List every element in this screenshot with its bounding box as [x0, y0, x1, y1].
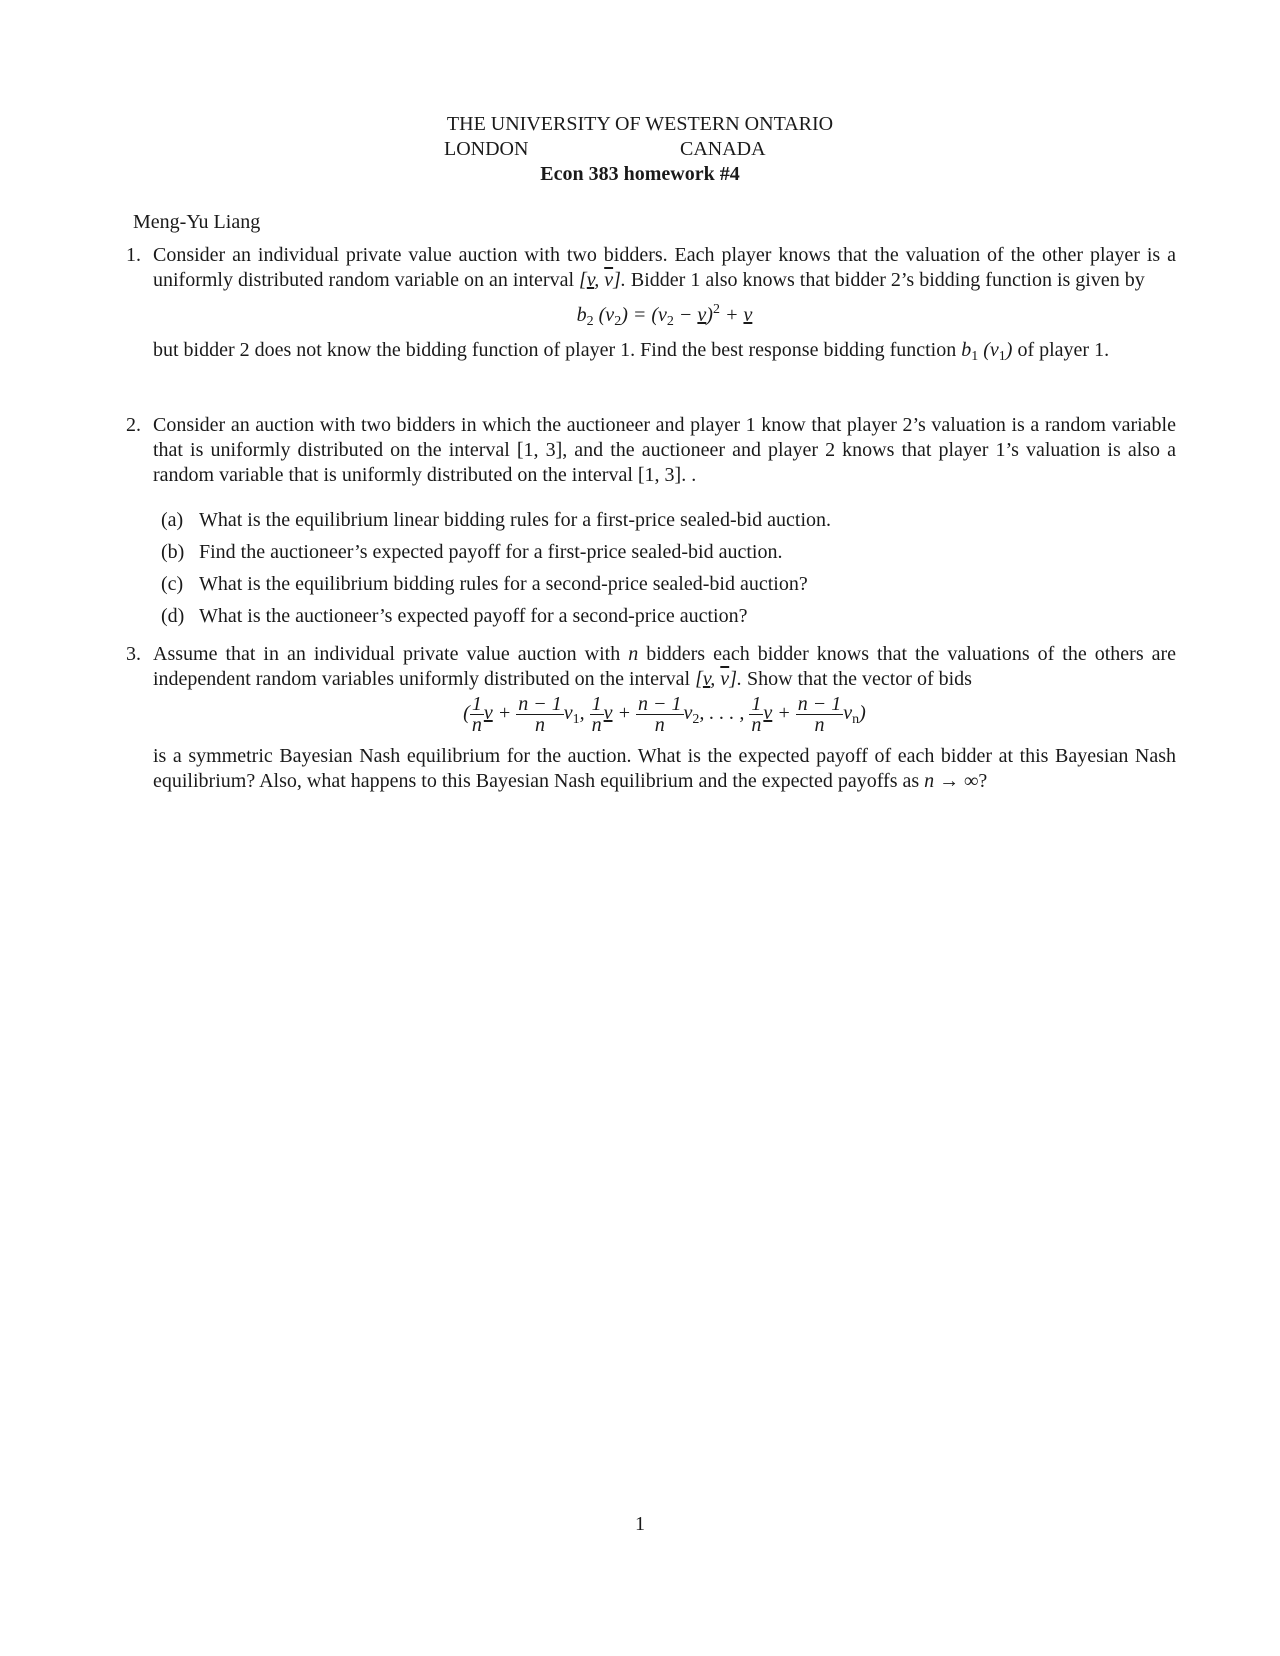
- best-response-formula: $b_1$ $(v_1)$: [961, 339, 1013, 364]
- n-symbol: n: [628, 643, 639, 665]
- interval-v-formula: [v, $\overline{v}$].: [695, 668, 742, 690]
- location-line: [0, 137, 1280, 162]
- problem-1: [126, 243, 1176, 369]
- part-label: (c): [161, 573, 184, 595]
- limit-formula: n → ∞: [924, 770, 979, 792]
- list-item: [161, 604, 1176, 636]
- problem-3-text-b: bidders each bidder knows that the valuations of the others are independent random variables uniformly distributed on the interval: [153, 643, 1177, 690]
- list-item: [161, 540, 1176, 572]
- list-item: [161, 508, 1176, 540]
- course-title: Econ 383 homework #4: [540, 163, 740, 185]
- document-header: [0, 112, 1280, 187]
- part-label: (b): [161, 541, 185, 563]
- problem-1-text-a: Consider an individual private value auction with two bidders. Each player knows that the valuation of the other player is a uniformly distributed random variable on an interval: [153, 244, 1176, 291]
- problem-2-number: 2.: [126, 414, 141, 436]
- city-name: LONDON: [444, 138, 529, 160]
- part-text: What is the auctioneer’s expected payoff for a second-price auction?: [199, 605, 748, 627]
- part-text: What is the equilibrium linear bidding rules for a first-price sealed-bid auction.: [199, 509, 832, 531]
- part-text: What is the equilibrium bidding rules for a second-price sealed-bid auction?: [199, 573, 808, 595]
- part-label: (a): [161, 509, 184, 531]
- problem-3-number: 3.: [126, 643, 141, 665]
- problem-1-text-b: Bidder 1 also knows that bidder 2’s bidding function is given by: [630, 269, 1145, 291]
- problem-1-text-d: of player 1.: [1017, 339, 1110, 361]
- bidding-function-equation: $b_2$ $(v_2) = (v_2 - v)^2 + v$: [576, 302, 753, 329]
- problem-2-parts: [161, 508, 1176, 636]
- problem-1-number: 1.: [126, 244, 141, 266]
- problem-1-text-c: but bidder 2 does not know the bidding function of player 1. Find the best response bidding function: [153, 339, 957, 361]
- problem-3-text-d: is a symmetric Bayesian Nash equilibrium for the auction. What is the expected payoff of each bidder at this Bayesian Nash equilibrium? Also, what happens to this Bayesian Nash equilibrium and the expected payoffs as: [153, 745, 1176, 792]
- part-label: (d): [161, 605, 185, 627]
- country-name: CANADA: [680, 138, 766, 160]
- page-number: 1: [635, 1513, 645, 1535]
- university-name: THE UNIVERSITY OF WESTERN ONTARIO: [446, 113, 834, 135]
- problem-3-text-a: Assume that in an individual private value auction with: [153, 643, 621, 665]
- problem-3: [126, 642, 1176, 794]
- author-name: Meng-Yu Liang: [133, 211, 261, 233]
- problem-3-text-c: Show that the vector of bids: [746, 668, 972, 690]
- list-item: [161, 572, 1176, 604]
- interval-v-formula: [v, $\overline{v}$].: [579, 269, 626, 291]
- problem-2: [126, 413, 1176, 636]
- part-text: Find the auctioneer’s expected payoff for a first-price sealed-bid auction.: [199, 541, 783, 563]
- bid-vector-formula: ( $\frac{1}{n}$ v + $\frac{n - 1}{n}$ $v_1$, $\frac{1}{n}$ v + $\frac{n - 1}{n}$ $v_2$, . . . , $\frac{1}{n}$ v + $\frac{n - 1}{n}$ $v_n$): [463, 693, 866, 736]
- problem-2-text: Consider an auction with two bidders in which the auctioneer and player 1 know that player 2’s valuation is a random variable that is uniformly distributed on the interval [1, 3], and the auctioneer and player 2 knows that player 1’s valuation is also a random variable that is uniformly distributed on the interval [1, 3]. .: [153, 414, 1176, 486]
- problem-3-text-e: ?: [978, 770, 988, 792]
